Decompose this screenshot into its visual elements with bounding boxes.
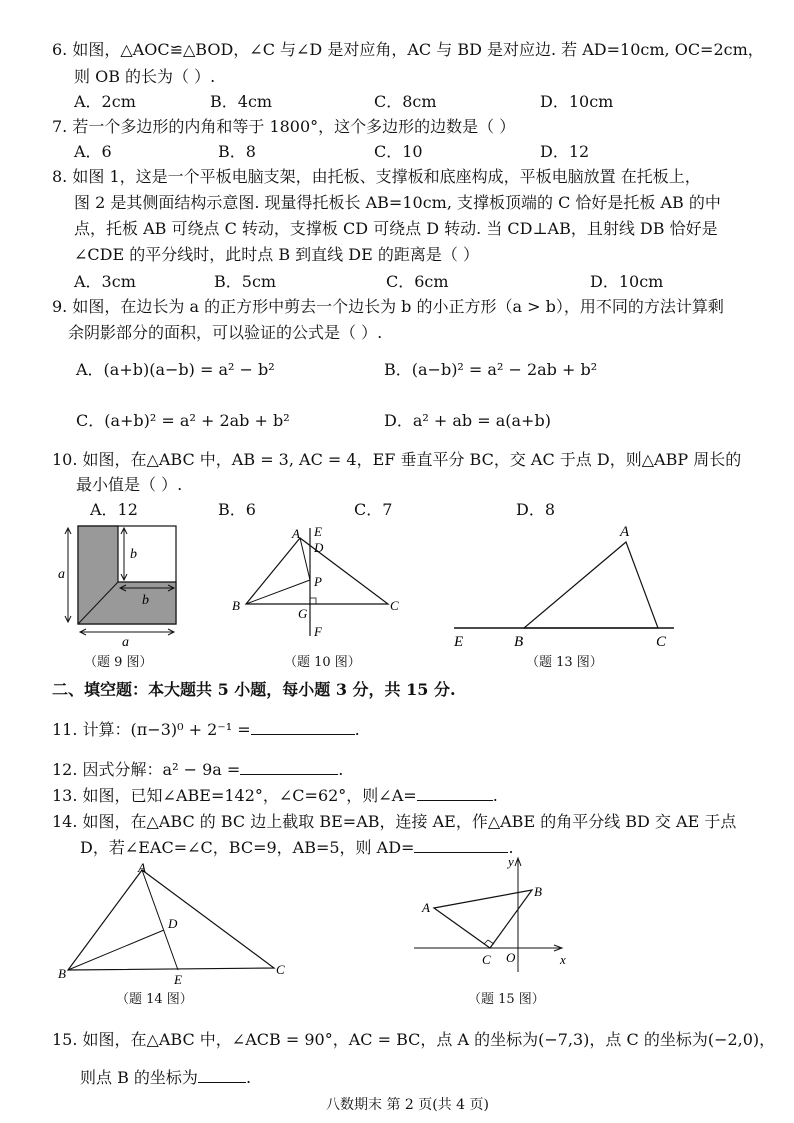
fig15-label-C: C [482, 952, 491, 967]
fig15-label-B: B [534, 884, 542, 899]
fig13-label-C: C [656, 634, 667, 650]
fig14-label-E: E [174, 972, 182, 984]
fig13-label-A: A [620, 524, 630, 540]
figure-9-caption: （题 9 图） [84, 655, 153, 670]
fig10-label-A: A [292, 526, 300, 541]
q7-option-c: C．10 [374, 142, 423, 161]
fig14-label-C: C [276, 962, 285, 977]
fig10-label-G: G [298, 606, 308, 621]
figure-15 [410, 852, 580, 976]
fig10-label-D: D [314, 540, 324, 555]
q8-option-d: D．10cm [590, 272, 664, 291]
q6-option-a: A．2cm [74, 92, 136, 111]
fig9-label-b-vertical: b [130, 547, 137, 562]
q8-option-c: C．6cm [386, 272, 449, 291]
fig15-label-y: y [508, 854, 514, 869]
fig9-label-a: a [58, 567, 65, 582]
fig10-label-F: F [314, 624, 322, 639]
q12: 12. 因式分解：a² − 9a = . [52, 760, 344, 779]
q7-option-b: B．8 [218, 142, 256, 161]
q8-stem-line3: 点，托板 AB 可绕点 C 转动，支撑板 CD 可绕点 D 转动. 当 CD⊥AB，且射线 DB 恰好是 [74, 219, 718, 238]
q9-stem-line1: 9. 如图，在边长为 a 的正方形中剪去一个边长为 b 的小正方形（a > b），用不同的方法计算剩 [52, 297, 724, 316]
q8-option-b: B．5cm [214, 272, 277, 291]
fig10-label-P: P [314, 574, 322, 589]
figure-13-caption: （题 13 图） [526, 655, 603, 670]
q15-stem-line2: 则点 B 的坐标为 . [80, 1068, 252, 1087]
q10-option-d: D．8 [516, 500, 556, 519]
q10-stem-line1: 10. 如图，在△ABC 中，AB = 3, AC = 4，EF 垂直平分 BC，交 AC 于点 D，则△ABP 周长的 [52, 450, 742, 469]
q9-option-b: B．(a−b)² = a² − 2ab + b² [384, 360, 598, 379]
q10-option-c: C．7 [354, 500, 393, 519]
q7-option-a: A．6 [74, 142, 112, 161]
q6-stem-line1: 6. 如图，△AOC≌△BOD，∠C 与∠D 是对应角，AC 与 BD 是对应边. 若 AD=10cm, OC=2cm， [52, 40, 764, 59]
q10-option-a: A．12 [90, 500, 138, 519]
q7-option-d: D．12 [540, 142, 590, 161]
fig14-label-A: A [138, 860, 146, 875]
fig10-label-E: E [314, 524, 322, 539]
q8-option-a: A．3cm [74, 272, 136, 291]
q13: 13. 如图，已知∠ABE=142°，∠C=62°，则∠A= . [52, 786, 498, 805]
section-2-title: 二、填空题：本大题共 5 小题，每小题 3 分，共 15 分. [52, 680, 456, 699]
fig14-label-D: D [168, 916, 178, 931]
q15-stem-line1: 15. 如图，在△ABC 中，∠ACB = 90°，AC = BC，点 A 的坐标为(−7,3)，点 C 的坐标为(−2,0)， [52, 1030, 776, 1049]
q10-option-b: B．6 [218, 500, 256, 519]
figure-10-caption: （题 10 图） [284, 655, 361, 670]
figure-14-caption: （题 14 图） [116, 992, 193, 1007]
fig10-label-C: C [390, 598, 399, 613]
fig9-label-a-bottom: a [122, 635, 129, 650]
q8-stem-line4: ∠CDE 的平分线时，此时点 B 到直线 DE 的距离是（ ） [74, 245, 479, 264]
q10-stem-line2: 最小值是（ ）. [76, 475, 183, 494]
fig13-label-B: B [514, 634, 524, 650]
q6-stem-line2: 则 OB 的长为（ ）. [74, 67, 216, 86]
q7-stem: 7. 若一个多边形的内角和等于 1800°，这个多边形的边数是（ ） [52, 117, 516, 136]
fig15-label-x: x [560, 952, 566, 967]
fig15-label-A: A [422, 900, 430, 915]
q6-option-b: B．4cm [210, 92, 273, 111]
q14-stem-line1: 14. 如图，在△ABC 的 BC 边上截取 BE=AB，连接 AE，作△ABE 的角平分线 BD 交 AE 于点 [52, 812, 737, 831]
figure-10 [228, 522, 406, 642]
q6-option-c: C．8cm [374, 92, 437, 111]
fig14-label-B: B [58, 966, 66, 981]
fig9-label-b-horizontal: b [142, 593, 149, 608]
figure-9 [50, 520, 190, 650]
q9-option-a: A．(a+b)(a−b) = a² − b² [76, 360, 275, 379]
figure-14 [56, 860, 296, 984]
q9-option-d: D．a² + ab = a(a+b) [384, 411, 551, 430]
q8-stem-line1: 8. 如图 1，这是一个平板电脑支架，由托板、支撑板和底座构成，平板电脑放置 在托板上， [52, 167, 701, 186]
q14-stem-line2: D，若∠EAC=∠C，BC=9，AB=5，则 AD= . [80, 838, 514, 857]
q9-option-c: C．(a+b)² = a² + 2ab + b² [76, 411, 290, 430]
fig10-label-B: B [232, 598, 240, 613]
fig15-label-O: O [506, 950, 516, 965]
q6-option-d: D．10cm [540, 92, 614, 111]
fig13-label-E: E [454, 634, 464, 650]
page-footer: 八数期末 第 2 页(共 4 页) [326, 1097, 489, 1113]
q9-stem-line2: 余阴影部分的面积，可以验证的公式是（ ）. [68, 323, 383, 342]
figure-15-caption: （题 15 图） [468, 992, 545, 1007]
q8-stem-line2: 图 2 是其侧面结构示意图. 现量得托板长 AB=10cm, 支撑板顶端的 C 恰好是托板 AB 的中 [74, 193, 721, 212]
q11: 11. 计算：(π−3)⁰ + 2⁻¹ = . [52, 720, 360, 739]
figure-13 [452, 520, 682, 650]
